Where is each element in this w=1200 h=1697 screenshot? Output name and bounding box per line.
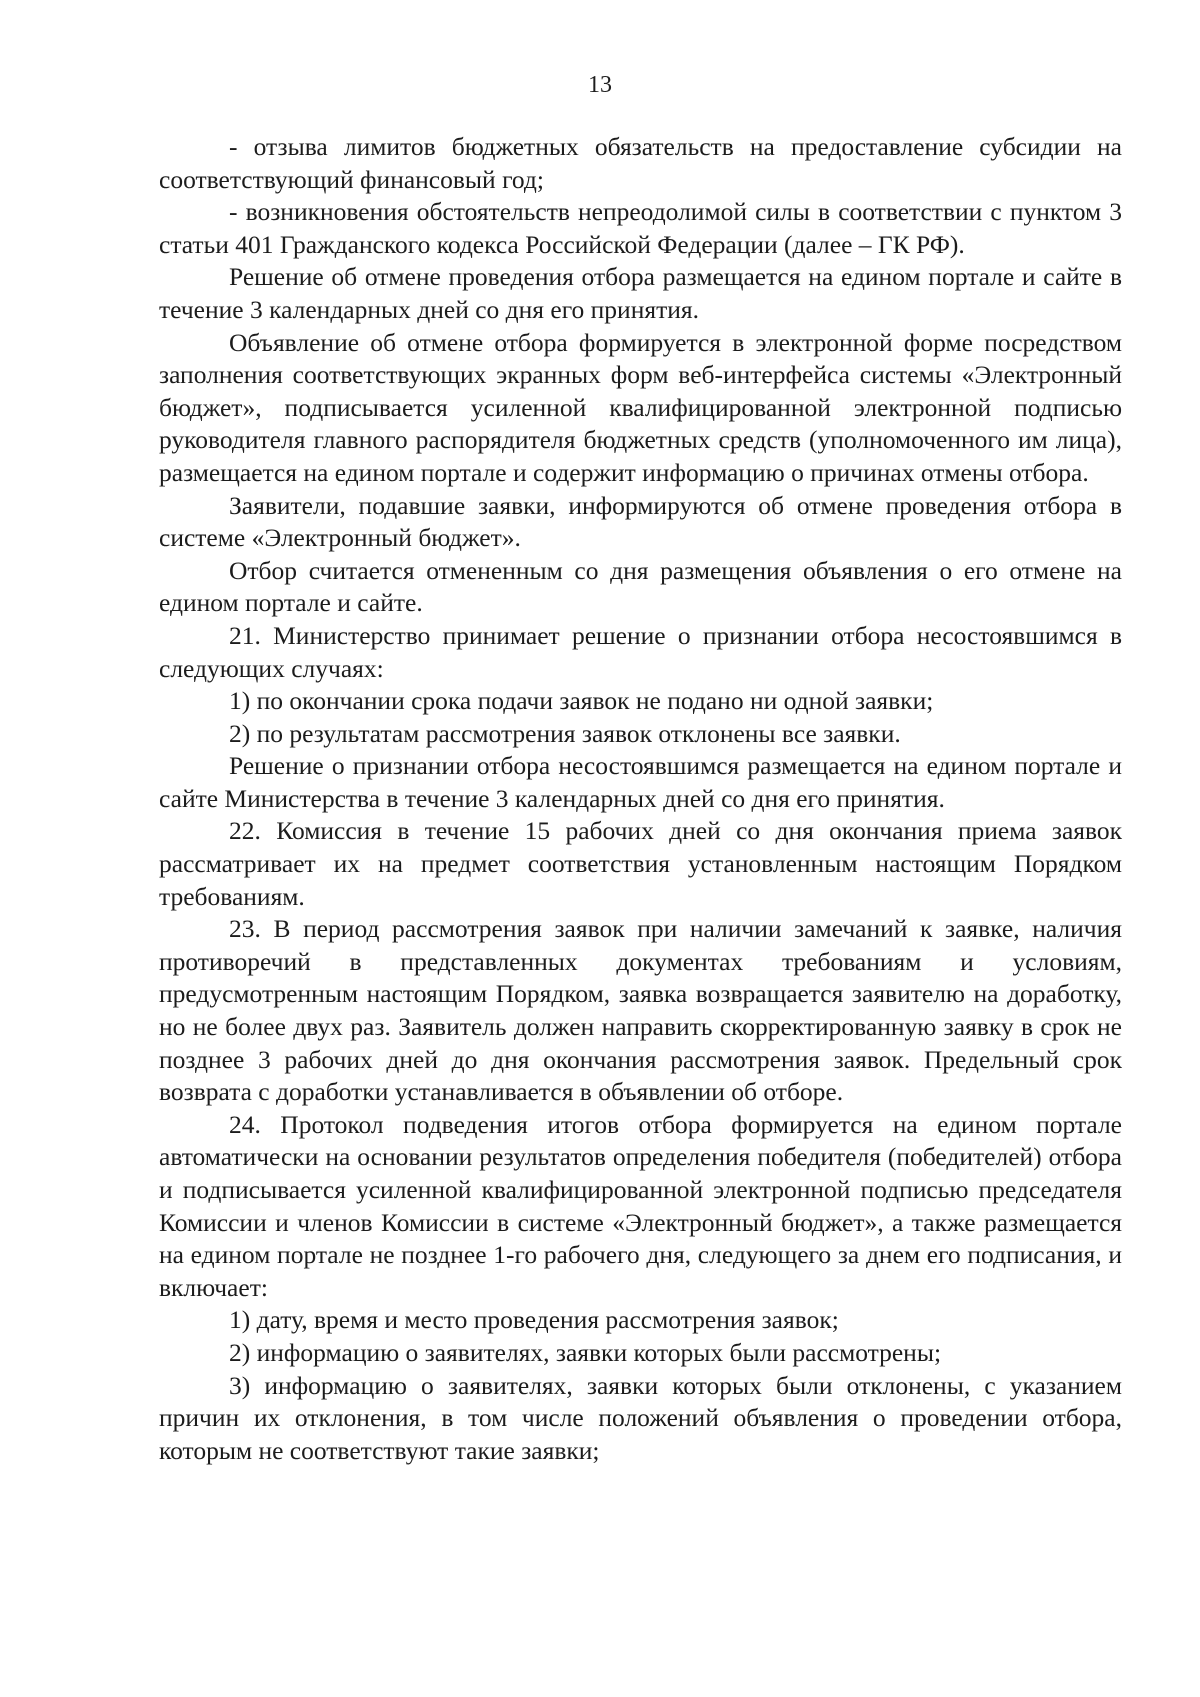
paragraph: 22. Комиссия в течение 15 рабочих дней со дня окончания приема заявок рассматривает их на предмет соответствия установленным настоящим Порядком требованиям. [159,816,1122,911]
paragraph: 23. В период рассмотрения заявок при наличии замечаний к заявке, наличия противоречий в представленных документах требованиям и условиям, предусмотренным настоящим Порядком, заявка возвращается заявителю на доработку, но не более двух раз. Заявитель должен направить скорректированную заявку в срок не позднее 3 рабочих дней до дня окончания рассмотрения заявок. Предельный срок возврата с доработки устанавливается в объявлении об отборе. [159,914,1122,1107]
paragraph: 24. Протокол подведения итогов отбора формируется на едином портале автоматически на основании результатов определения победителя (победителей) отбора и подписывается усиленной квалифицированной электронной подписью председателя Комиссии и членов Комиссии в системе «Электронный бюджет», а также размещается на едином портале не позднее 1-го рабочего дня, следующего за днем его подписания, и включает: [159,1109,1122,1302]
paragraph: 1) дату, время и место проведения рассмотрения заявок; [229,1305,839,1335]
document-body [159,131,1122,1467]
paragraph: Заявители, подавшие заявки, информируются об отмене проведения отбора в системе «Электронный бюджет». [159,490,1122,553]
paragraph: 1) по окончании срока подачи заявок не подано ни одной заявки; [229,686,934,716]
paragraph: 3) информацию о заявителях, заявки которых были отклонены, с указанием причин их отклонения, в том числе положений объявления о проведении отбора, которым не соответствуют такие заявки; [159,1370,1122,1465]
paragraph: Объявление об отмене отбора формируется в электронной форме посредством заполнения соответствующих экранных форм веб-интерфейса системы «Электронный бюджет», подписывается усиленной квалифицированной электронной подписью руководителя главного распорядителя бюджетных средств (уполномоченного им лица), размещается на едином портале и содержит информацию о причинах отмены отбора. [159,327,1122,487]
paragraph: - возникновения обстоятельств непреодолимой силы в соответствии с пунктом 3 статьи 401 Гражданского кодекса Российской Федерации (далее – ГК РФ). [159,197,1122,259]
paragraph: - отзыва лимитов бюджетных обязательств на предоставление субсидии на соответствующий финансовый год; [159,132,1122,194]
paragraph: 2) по результатам рассмотрения заявок отклонены все заявки. [229,718,901,748]
paragraph: 21. Министерство принимает решение о признании отбора несостоявшимся в следующих случаях: [159,620,1122,683]
paragraph: Решение о признании отбора несостоявшимся размещается на едином портале и сайте Министерства в течение 3 календарных дней со дня его принятия. [159,751,1122,813]
paragraph: Решение об отмене проведения отбора размещается на едином портале и сайте в течение 3 календарных дней со дня его принятия. [159,262,1122,324]
paragraph: 2) информацию о заявителях, заявки которых были рассмотрены; [229,1337,942,1367]
paragraph: Отбор считается отмененным со дня размещения объявления о его отмене на едином портале и сайте. [159,555,1122,618]
page-number: 13 [588,72,612,98]
